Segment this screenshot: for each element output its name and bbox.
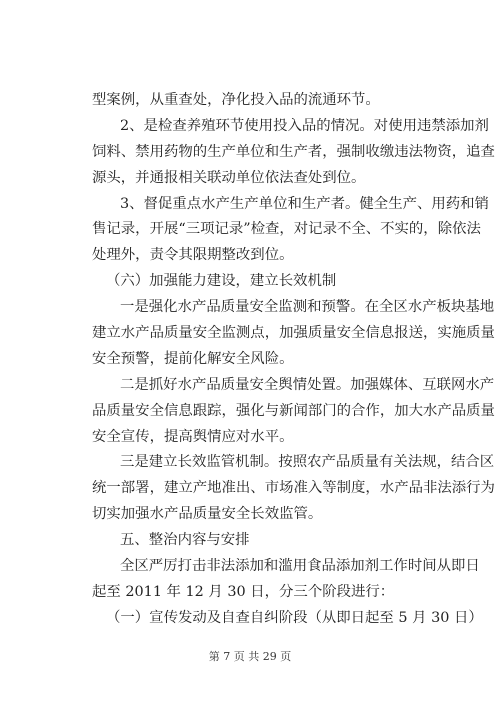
text-line: 安全宣传，提高舆情应对水平。 <box>92 428 294 445</box>
text-line: 处理外，责令其限期整改到位。 <box>92 247 294 264</box>
text-line: 建立水产品质量安全监测点，加强质量安全信息报送，实施质量 <box>92 325 495 342</box>
text-line: 源头，并通报相关联动单位依法查处到位。 <box>92 169 366 186</box>
section-heading: 五、整治内容与安排 <box>120 532 250 549</box>
text-line: 起至 2011 年 12 月 30 日，分三个阶段进行： <box>92 583 395 600</box>
document-body <box>92 88 495 632</box>
text-line: 饲料、禁用药物的生产单位和生产者，强制收缴违法物资，追查 <box>92 143 495 160</box>
text-line: 切实加强水产品质量安全长效监管。 <box>92 506 323 523</box>
text-line: 3、督促重点水产生产单位和生产者。健全生产、用药和销 <box>120 195 489 212</box>
text-line: 统一部署，建立产地准出、市场准入等制度，水产品非法添行为 <box>92 480 495 497</box>
text-line: 三是建立长效监管机制。按照农产品质量有关法规，结合区 <box>120 454 495 471</box>
text-line: 一是强化水产品质量安全监测和预警。在全区水产板块基地 <box>120 299 495 316</box>
section-heading: （六）加强能力建设，建立长效机制 <box>106 273 337 290</box>
text-line: 型案例，从重查处，净化投入品的流通环节。 <box>92 92 380 108</box>
text-line: 安全预警，提前化解安全风险。 <box>92 350 294 367</box>
text-line: 全区严厉打击非法添加和滥用食品添加剂工作时间从即日 <box>120 558 480 575</box>
text-line: 2、是检查养殖环节使用投入品的情况。对使用违禁添加剂 <box>120 117 489 134</box>
section-heading: （一）宣传发动及自查自纠阶段（从即日起至 5 月 30 日） <box>106 609 483 626</box>
text-line: 二是抓好水产品质量安全舆情处置。加强媒体、互联网水产 <box>120 376 495 393</box>
page-footer <box>0 650 500 664</box>
text-line: 售记录，开展“三项记录”检查，对记录不全、不实的，除依法 <box>92 221 481 238</box>
text-line: 品质量安全信息跟踪，强化与新闻部门的合作，加大水产品质量 <box>92 402 495 419</box>
page-number: 第 7 页 共 29 页 <box>208 650 292 663</box>
